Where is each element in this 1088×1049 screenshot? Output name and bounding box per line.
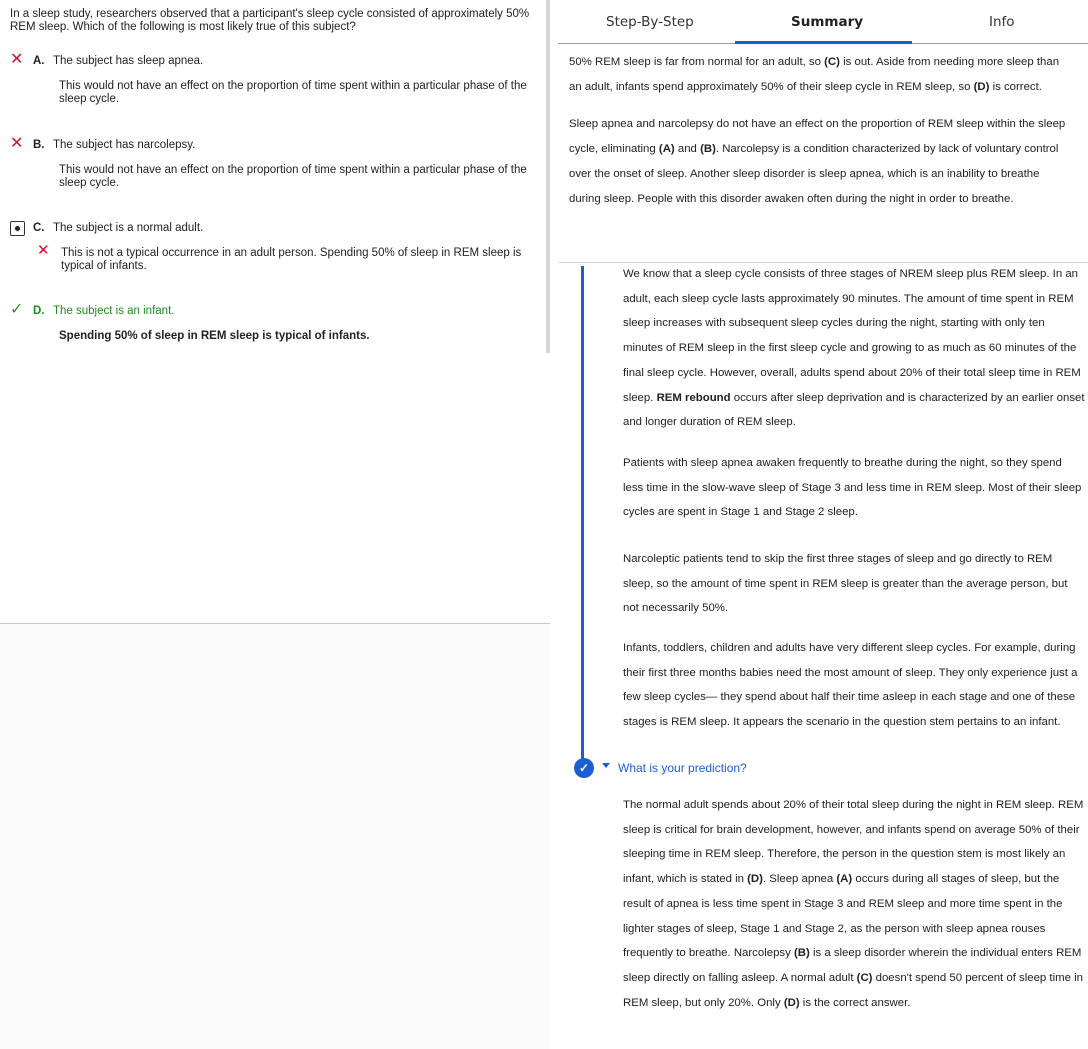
summary-text — [569, 50, 1074, 211]
choice-letter: D. — [33, 305, 45, 317]
radio-selected-icon[interactable] — [10, 221, 25, 236]
choice-explanation: This would not have an effect on the proportion of time spent within a particular phase of the sleep cycle. — [59, 80, 527, 105]
prediction-answer: The normal adult spends about 20% of their total sleep during the night in REM sleep. REM sleep is critical for brain development, however, and infants spend on average 50% of their sleeping time in REM sleep. Therefore, the person in the question stem is most likely an infant, which is stated in (D). Sleep apnea (A) occurs during all stages of sleep, but the result of apnea is less time spent in Stage 3 and REM sleep and more time spent in the lighter stages of sleep, Stage 1 and Stage 2, as the person with sleep apnea rouses frequently to breathe. Narcolepsy (B) is a sleep disorder wherein the individual enters REM sleep directly on falling asleep. A normal adult (C) doesn't spend 50 percent of sleep time in REM sleep, but only 20%. Only (D) is the correct answer. — [623, 799, 1084, 1009]
check-circle-icon: ✓ — [574, 758, 594, 778]
x-icon: ✕ — [10, 51, 24, 68]
choice-text: The subject has narcolepsy. — [53, 139, 196, 151]
choice-explanation — [37, 242, 533, 272]
tab-info[interactable]: Info — [989, 14, 1015, 30]
question-stem: In a sleep study, researchers observed that a participant's sleep cycle consisted of approximately 50% REM sleep. Which of the following is most likely true of this subject? — [10, 8, 530, 33]
choice-explanation: Spending 50% of sleep in REM sleep is typical of infants. — [59, 330, 370, 342]
checkmark-icon: ✓ — [10, 301, 24, 318]
tab-bar — [558, 0, 1088, 44]
answer-choice-d[interactable] — [10, 301, 540, 343]
choice-text: The subject is a normal adult. — [53, 222, 204, 234]
x-icon: ✕ — [37, 242, 50, 259]
choice-explanation: This would not have an effect on the proportion of time spent within a particular phase of the sleep cycle. — [59, 164, 527, 189]
answer-choice-a[interactable] — [10, 51, 540, 105]
tab-step-by-step[interactable]: Step-By-Step — [606, 14, 694, 30]
prediction-toggle[interactable]: What is your prediction? — [618, 761, 747, 775]
choice-text: The subject has sleep apnea. — [53, 55, 204, 67]
choice-letter: A. — [33, 55, 45, 67]
step-paragraph: Narcoleptic patients tend to skip the first three stages of sleep and go directly to REM sleep, so the amount of time spent in REM sleep is greater than the average person, but not necessarily 50%. — [623, 553, 1068, 615]
tab-summary[interactable]: Summary — [791, 14, 864, 30]
step-timeline — [581, 266, 584, 761]
step-paragraph: Infants, toddlers, children and adults have very different sleep cycles. For example, during their first three months babies need the most amount of sleep. They only experience just a few sleep cycles— they spend about half their time asleep in each stage and one of these stages is REM sleep. It appears the scenario in the question stem pertains to an infant. — [623, 642, 1078, 729]
answer-choice-b[interactable] — [10, 135, 540, 189]
empty-panel — [0, 624, 550, 1049]
step-paragraph: Patients with sleep apnea awaken frequently to breathe during the night, so they spend less time in the slow-wave sleep of Stage 3 and less time in REM sleep. Most of their sleep cycles are spent in Stage 1 and Stage 2 sleep. — [623, 457, 1082, 519]
choice-letter: C. — [33, 222, 45, 234]
summary-paragraph: Sleep apnea and narcolepsy do not have an effect on the proportion of REM sleep within the sleep cycle, eliminating (A) and (B). Narcolepsy is a condition characterized by lack of voluntary control over the onset of sleep. Another sleep disorder is sleep apnea, which is an inability to breathe during sleep. People with this disorder awaken often during the night in order to breathe. — [569, 118, 1066, 205]
choice-text: The subject is an infant. — [53, 305, 175, 317]
caret-down-icon[interactable] — [602, 763, 610, 768]
summary-paragraph: 50% REM sleep is far from normal for an adult, so (C) is out. Aside from needing more sleep than an adult, infants spend approximately 50% of their sleep cycle in REM sleep, so (D) is correct. — [569, 56, 1060, 93]
step-paragraph: We know that a sleep cycle consists of three stages of NREM sleep plus REM sleep. In an adult, each sleep cycle lasts approximately 90 minutes. The amount of time spent in REM sleep increases with subsequent sleep cycles during the night, starting with only ten minutes of REM sleep in the first sleep cycle and growing to as much as 60 minutes of the final sleep cycle. However, overall, adults spend about 20% of their total sleep time in REM sleep. REM rebound occurs after sleep deprivation and is characterized by an earlier onset and longer duration of REM sleep. — [623, 268, 1085, 429]
active-tab-indicator — [735, 41, 912, 44]
explanation-pane — [550, 0, 1088, 1049]
answer-choice-c[interactable] — [10, 221, 540, 272]
choice-explanation-text: This is not a typical occurrence in an adult person. Spending 50% of sleep in REM sleep is typical of infants. — [61, 247, 522, 272]
choice-letter: B. — [33, 139, 45, 151]
x-icon: ✕ — [10, 135, 24, 152]
